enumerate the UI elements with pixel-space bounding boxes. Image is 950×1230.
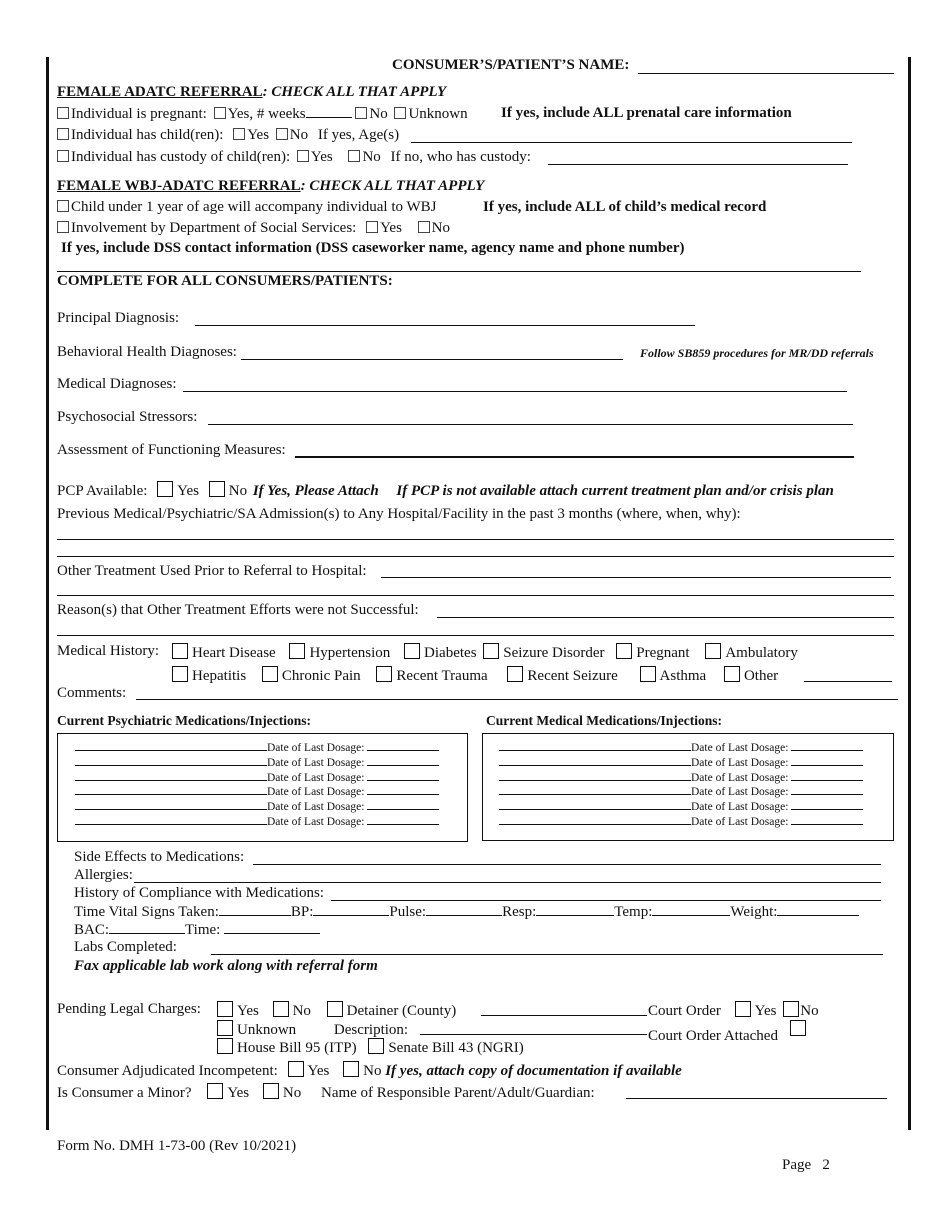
female-adatc-title: FEMALE ADATC REFERRAL	[57, 84, 263, 100]
female-adatc-heading	[57, 84, 446, 101]
guardian-label: Name of Responsible Parent/Adult/Guardian:	[320, 1085, 595, 1101]
medical-med-row	[499, 815, 863, 828]
incompetent-label: Consumer Adjudicated Incompetent:	[57, 1063, 278, 1079]
pcp-no-label: No	[228, 483, 248, 499]
prenatal-note: If yes, include ALL prenatal care information	[501, 105, 792, 121]
court-order-yes-label: Yes	[754, 1003, 777, 1019]
dss-yes-label: Yes	[380, 220, 402, 236]
psych-dosage-date-field[interactable]	[367, 771, 439, 781]
allergies-field[interactable]	[134, 882, 881, 883]
minor-yes-label: Yes	[227, 1085, 250, 1101]
custody-who-field[interactable]	[548, 164, 848, 165]
court-order-label: Court Order	[648, 1003, 721, 1019]
bac-time-field[interactable]	[224, 921, 320, 934]
dss-row	[57, 220, 450, 237]
side-effects-field[interactable]	[253, 864, 881, 865]
pulse-field[interactable]	[426, 903, 502, 916]
pregnant-yes-label: Yes, # weeks	[227, 106, 306, 122]
child-under-checkbox[interactable]	[57, 200, 69, 212]
pregnant-no-checkbox[interactable]	[355, 107, 367, 119]
medical-med-row	[499, 756, 863, 769]
pcp-unavailable-note: If PCP is not available attach current treatment plan and/or crisis plan	[396, 483, 834, 499]
medical-meds-title: Current Medical Medications/Injections:	[486, 713, 722, 728]
court-attached-checkbox[interactable]	[790, 1020, 806, 1036]
patient-name-field[interactable]	[638, 73, 894, 74]
children-ages-field[interactable]	[411, 142, 852, 143]
legal-no-checkbox[interactable]	[273, 1001, 289, 1017]
medical-diagnoses-field[interactable]	[183, 391, 847, 392]
ambulatory-checkbox[interactable]	[705, 643, 721, 659]
pending-legal-row-3	[217, 1038, 524, 1057]
medical-history-label: Medical History:	[57, 643, 160, 659]
recent-seizure-checkbox[interactable]	[507, 666, 523, 682]
court-order-yes-checkbox[interactable]	[735, 1001, 751, 1017]
medical-med-name-field[interactable]	[499, 756, 691, 766]
pregnant-unknown-checkbox[interactable]	[394, 107, 406, 119]
custody-checkbox[interactable]	[57, 150, 69, 162]
incompetent-no-checkbox[interactable]	[343, 1061, 359, 1077]
principal-diagnosis-field[interactable]	[195, 325, 695, 326]
other-history-label: Other	[743, 668, 779, 684]
psych-med-row	[75, 771, 439, 784]
bac-row	[74, 921, 320, 939]
medical-dosage-label: Date of Last Dosage:	[691, 786, 789, 799]
dss-checkbox[interactable]	[57, 221, 69, 233]
female-wbj-check: : CHECK ALL THAT APPLY	[300, 178, 485, 194]
recent-seizure-label: Recent Seizure	[527, 668, 618, 684]
behavioral-diagnoses-label: Behavioral Health Diagnoses:	[57, 344, 237, 360]
medical-diagnoses-label: Medical Diagnoses:	[57, 376, 177, 392]
time-vitals-label: Time Vital Signs Taken:	[74, 904, 219, 920]
psych-med-row	[75, 815, 439, 828]
children-no-checkbox[interactable]	[276, 128, 288, 140]
pregnant-row	[57, 105, 468, 123]
psych-dosage-date-field[interactable]	[367, 756, 439, 766]
medical-med-row	[499, 800, 863, 813]
children-checkbox[interactable]	[57, 128, 69, 140]
children-ages-label: If yes, Age(s)	[317, 127, 400, 143]
medical-med-name-field[interactable]	[499, 815, 691, 825]
pcp-attach-note: If Yes, Please Attach	[252, 483, 379, 499]
hepatitis-label: Hepatitis	[192, 668, 247, 684]
psych-med-name-field[interactable]	[75, 771, 267, 781]
temp-field[interactable]	[652, 903, 730, 916]
medical-dosage-label: Date of Last Dosage:	[691, 756, 789, 769]
resp-field[interactable]	[536, 903, 614, 916]
bac-field[interactable]	[109, 921, 185, 934]
female-wbj-title: FEMALE WBJ-ADATC REFERRAL	[57, 178, 301, 194]
psych-med-name-field[interactable]	[75, 785, 267, 795]
page-number: 2	[822, 1157, 830, 1173]
psych-meds-title-text: Current Psychiatric Medications/Injections	[57, 713, 307, 728]
psych-dosage-label: Date of Last Dosage:	[267, 771, 365, 784]
seizure-disorder-checkbox[interactable]	[483, 643, 499, 659]
other-treatment-field[interactable]	[381, 577, 891, 578]
hypertension-checkbox[interactable]	[289, 643, 305, 659]
section-divider	[57, 271, 861, 272]
minor-no-checkbox[interactable]	[263, 1083, 279, 1099]
weight-field[interactable]	[777, 903, 859, 916]
medical-dosage-date-field[interactable]	[791, 785, 863, 795]
incompetent-yes-label: Yes	[307, 1063, 330, 1079]
pending-legal-row-1	[217, 1001, 456, 1020]
minor-no-label: No	[282, 1085, 302, 1101]
hypertension-label: Hypertension	[309, 645, 391, 661]
pending-legal-row-2	[217, 1020, 408, 1039]
custody-label: Individual has custody of child(ren):	[71, 149, 291, 165]
legal-unknown-label: Unknown	[237, 1022, 297, 1038]
legal-no-label: No	[292, 1003, 311, 1019]
psych-dosage-date-field[interactable]	[367, 785, 439, 795]
asthma-checkbox[interactable]	[640, 666, 656, 682]
custody-yes-label: Yes	[310, 149, 333, 165]
dss-label: Involvement by Department of Social Services:	[71, 220, 357, 236]
weight-label: Weight:	[730, 904, 778, 920]
legal-yes-label: Yes	[237, 1003, 259, 1019]
medical-med-name-field[interactable]	[499, 741, 691, 751]
reasons-line-2[interactable]	[57, 635, 894, 636]
medical-med-name-field[interactable]	[499, 771, 691, 781]
previous-admission-label: Previous Medical/Psychiatric/SA Admission(s) to Any Hospital/Facility in the past 3 months (where, when, why):	[57, 506, 741, 522]
pregnant-no-label: No	[369, 106, 388, 122]
behavioral-diagnoses-field[interactable]	[241, 359, 623, 360]
sb43-label: Senate Bill 43 (NGRI)	[388, 1040, 524, 1056]
psych-dosage-date-field[interactable]	[367, 800, 439, 810]
seizure-disorder-label: Seizure Disorder	[503, 645, 605, 661]
asthma-label: Asthma	[659, 668, 707, 684]
psych-med-name-field[interactable]	[75, 800, 267, 810]
description-label: Description:	[333, 1022, 409, 1038]
heart-disease-checkbox[interactable]	[172, 643, 188, 659]
pregnant-yes-checkbox[interactable]	[214, 107, 226, 119]
bac-time-label: Time:	[185, 922, 221, 938]
medical-dosage-date-field[interactable]	[791, 771, 863, 781]
psych-dosage-label: Date of Last Dosage:	[267, 742, 365, 754]
other-treatment-label: Other Treatment Used Prior to Referral to Hospital:	[57, 563, 367, 579]
bp-label: BP:	[290, 904, 314, 920]
assessment-field[interactable]	[295, 456, 854, 458]
comments-field[interactable]	[136, 699, 898, 700]
pcp-row	[57, 481, 834, 500]
chronic-pain-checkbox[interactable]	[262, 666, 278, 682]
recent-trauma-label: Recent Trauma	[396, 668, 488, 684]
medical-med-row	[499, 741, 863, 754]
court-attached-label: Court Order Attached	[648, 1028, 778, 1044]
psych-med-name-field[interactable]	[75, 815, 267, 825]
page-indicator	[782, 1157, 830, 1174]
psych-med-row	[75, 800, 439, 813]
custody-no-checkbox[interactable]	[348, 150, 360, 162]
pcp-no-checkbox[interactable]	[209, 481, 225, 497]
psych-dosage-label: Date of Last Dosage:	[267, 786, 365, 799]
patient-name-label: CONSUMER’S/PATIENT’S NAME:	[392, 57, 630, 73]
medical-med-name-field[interactable]	[499, 800, 691, 810]
compliance-label: History of Compliance with Medications:	[74, 885, 324, 901]
weeks-field[interactable]	[306, 105, 352, 118]
dss-note: If yes, include DSS contact information (DSS caseworker name, agency name and phone number)	[61, 240, 685, 256]
minor-yes-checkbox[interactable]	[207, 1083, 223, 1099]
reasons-label: Reason(s) that Other Treatment Efforts were not Successful:	[57, 602, 419, 618]
assessment-label: Assessment of Functioning Measures:	[57, 442, 286, 458]
medical-history-row-1	[172, 643, 798, 662]
pcp-yes-checkbox[interactable]	[157, 481, 173, 497]
form-number: Form No. DMH 1-73-00 (Rev 10/2021)	[57, 1138, 297, 1154]
custody-no-label: No	[362, 149, 381, 165]
incompetent-no-label: No	[363, 1063, 382, 1079]
custody-who-label: If no, who has custody:	[390, 149, 531, 165]
hb95-checkbox[interactable]	[217, 1038, 233, 1054]
psych-dosage-label: Date of Last Dosage:	[267, 756, 365, 769]
medical-dosage-label: Date of Last Dosage:	[691, 801, 789, 814]
medical-dosage-label: Date of Last Dosage:	[691, 816, 789, 828]
detainer-checkbox[interactable]	[327, 1001, 343, 1017]
hepatitis-checkbox[interactable]	[172, 666, 188, 682]
psych-med-row	[75, 741, 439, 754]
dss-no-label: No	[431, 220, 451, 236]
dss-no-checkbox[interactable]	[418, 221, 430, 233]
psych-dosage-date-field[interactable]	[367, 741, 439, 751]
children-no-label: No	[289, 127, 309, 143]
pulse-label: Pulse:	[389, 904, 427, 920]
medical-med-row	[499, 785, 863, 798]
legal-yes-checkbox[interactable]	[217, 1001, 233, 1017]
female-wbj-heading	[57, 178, 484, 195]
pcp-label: PCP Available:	[57, 483, 148, 499]
minor-label: Is Consumer a Minor?	[57, 1085, 192, 1101]
fax-note: Fax applicable lab work along with referral form	[74, 958, 378, 974]
sb43-checkbox[interactable]	[368, 1038, 384, 1054]
pregnant-history-checkbox[interactable]	[616, 643, 632, 659]
pregnant-history-label: Pregnant	[636, 645, 690, 661]
medical-dosage-date-field[interactable]	[791, 800, 863, 810]
reasons-field[interactable]	[437, 617, 894, 618]
pregnant-label: Individual is pregnant:	[71, 106, 207, 122]
court-order-no-label: No	[800, 1003, 819, 1019]
temp-label: Temp:	[614, 904, 653, 920]
dss-yes-checkbox[interactable]	[366, 221, 378, 233]
detainer-label: Detainer (County)	[346, 1003, 457, 1019]
other-history-field[interactable]	[804, 681, 892, 682]
medical-history-row-2	[172, 666, 778, 685]
psych-meds-title	[57, 713, 311, 729]
medical-dosage-label: Date of Last Dosage:	[691, 771, 789, 784]
previous-admission-line-2[interactable]	[57, 556, 894, 557]
medical-med-row	[499, 771, 863, 784]
psych-med-row	[75, 756, 439, 769]
diabetes-checkbox[interactable]	[404, 643, 420, 659]
detainer-field[interactable]	[481, 1015, 647, 1016]
allergies-label: Allergies:	[74, 867, 133, 883]
comments-label: Comments:	[57, 685, 127, 701]
diabetes-label: Diabetes	[424, 645, 477, 661]
legal-unknown-checkbox[interactable]	[217, 1020, 233, 1036]
guardian-field[interactable]	[626, 1098, 887, 1099]
chronic-pain-label: Chronic Pain	[281, 668, 361, 684]
labs-field[interactable]	[211, 954, 883, 955]
vitals-row	[74, 903, 859, 921]
medical-dosage-date-field[interactable]	[791, 815, 863, 825]
side-effects-label: Side Effects to Medications:	[74, 849, 245, 865]
incompetent-row	[57, 1061, 682, 1080]
psych-dosage-date-field[interactable]	[367, 815, 439, 825]
incompetent-note: If yes, attach copy of documentation if available	[385, 1063, 682, 1079]
child-under-label: Child under 1 year of age will accompany individual to WBJ	[71, 199, 437, 215]
all-consumers-title: COMPLETE FOR ALL CONSUMERS/PATIENTS:	[57, 273, 393, 289]
hb95-label: House Bill 95 (ITP)	[237, 1040, 357, 1056]
court-order-no-checkbox[interactable]	[783, 1001, 799, 1017]
custody-row	[57, 149, 531, 166]
previous-admission-line-1[interactable]	[57, 539, 894, 540]
page-label: Page	[782, 1157, 812, 1173]
children-label: Individual has child(ren):	[71, 127, 224, 143]
psych-dosage-label: Date of Last Dosage:	[267, 801, 365, 814]
pregnant-checkbox[interactable]	[57, 107, 69, 119]
pcp-yes-label: Yes	[177, 483, 199, 499]
other-treatment-line-2[interactable]	[57, 595, 894, 596]
resp-label: Resp:	[502, 904, 537, 920]
medical-dosage-date-field[interactable]	[791, 756, 863, 766]
psych-med-name-field[interactable]	[75, 756, 267, 766]
ambulatory-label: Ambulatory	[725, 645, 798, 661]
children-yes-label: Yes	[247, 127, 270, 143]
description-field[interactable]	[420, 1034, 647, 1035]
bac-label: BAC:	[74, 922, 110, 938]
court-order-row	[648, 1001, 819, 1020]
heart-disease-label: Heart Disease	[192, 645, 276, 661]
time-vitals-field[interactable]	[219, 903, 291, 916]
compliance-field[interactable]	[331, 900, 881, 901]
psych-med-row	[75, 785, 439, 798]
child-under-row	[57, 199, 436, 216]
psychosocial-field[interactable]	[208, 424, 853, 425]
incompetent-yes-checkbox[interactable]	[288, 1061, 304, 1077]
medical-dosage-date-field[interactable]	[791, 741, 863, 751]
psychosocial-label: Psychosocial Stressors:	[57, 409, 198, 425]
labs-label: Labs Completed:	[74, 939, 177, 955]
recent-trauma-checkbox[interactable]	[376, 666, 392, 682]
right-border	[908, 57, 911, 1130]
medical-med-name-field[interactable]	[499, 785, 691, 795]
child-record-note: If yes, include ALL of child’s medical record	[483, 199, 767, 215]
psych-med-name-field[interactable]	[75, 741, 267, 751]
court-attached-row	[648, 1020, 810, 1045]
children-yes-checkbox[interactable]	[233, 128, 245, 140]
minor-row	[57, 1083, 595, 1102]
principal-diagnosis-label: Principal Diagnosis:	[57, 310, 180, 326]
female-adatc-check: : CHECK ALL THAT APPLY	[262, 84, 447, 100]
pending-legal-label: Pending Legal Charges:	[57, 1001, 201, 1017]
other-history-checkbox[interactable]	[724, 666, 740, 682]
psych-meds-title-colon: :	[306, 713, 311, 728]
bp-field[interactable]	[313, 903, 389, 916]
children-row	[57, 127, 399, 144]
pregnant-unknown-label: Unknown	[408, 106, 468, 122]
sb859-note: Follow SB859 procedures for MR/DD referrals	[640, 346, 874, 360]
custody-yes-checkbox[interactable]	[297, 150, 309, 162]
left-border	[46, 57, 49, 1130]
medical-dosage-label: Date of Last Dosage:	[691, 742, 789, 754]
psych-dosage-label: Date of Last Dosage:	[267, 816, 365, 828]
